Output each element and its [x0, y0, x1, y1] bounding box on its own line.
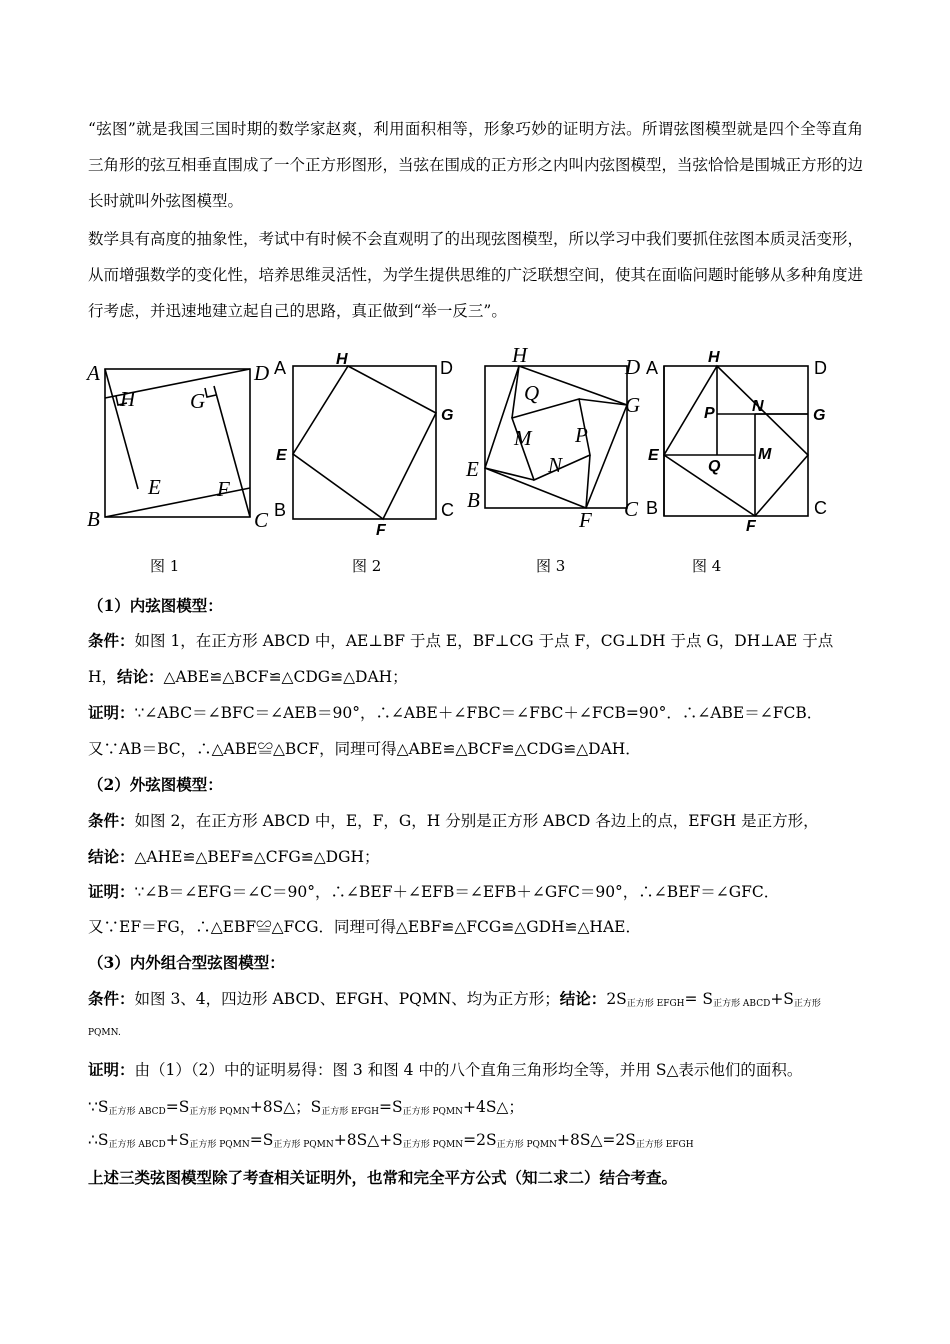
- fig4-label-e: E: [648, 447, 659, 464]
- proof3-h: 正方形 PQMN: [402, 1140, 464, 1150]
- fig1-label-c: C: [254, 508, 269, 532]
- section-2-conclusion: △AHE≌△BEF≌△CFG≌△DGH；: [134, 848, 380, 866]
- proof2-f: 正方形 EFGH: [321, 1107, 379, 1117]
- section-3-proof-line-1: [88, 1058, 802, 1080]
- proof3-d: 正方形 PQMN: [189, 1140, 250, 1150]
- fig3-label-n: N: [548, 453, 563, 477]
- proof2-i: +4S△；: [462, 1098, 524, 1116]
- figure-4: [642, 348, 842, 537]
- proof2-c: =S: [165, 1098, 190, 1116]
- section-1-proof-line-2: 又∵AB＝BC，∴△ABE≌△BCF，同理可得△ABE≌△BCF≌△CDG≌△DAH．: [88, 740, 641, 758]
- fig3-label-c: C: [624, 497, 639, 521]
- proof2-a: ∵S: [88, 1098, 109, 1116]
- section-3-proof-line-3: [88, 1131, 694, 1150]
- section-2-proof-label: 证明：: [88, 882, 135, 901]
- fig4-square-abcd: [664, 366, 808, 516]
- section-1-conclusion: △ABE≌△BCF≌△CDG≌△DAH；: [163, 668, 408, 686]
- figure-3-caption: 图 3: [536, 557, 566, 575]
- fig4-label-f: F: [746, 518, 756, 535]
- section-3-condition-label: 条件：: [88, 989, 135, 1008]
- proof2-h: 正方形 PQMN: [402, 1107, 463, 1117]
- fig4-label-n: N: [752, 398, 764, 415]
- section-3-condition-line: [88, 987, 821, 1009]
- figure-2-caption: 图 2: [352, 557, 382, 575]
- section-3-title: （3）内外组合型弦图模型：: [88, 953, 285, 972]
- fig2-label-f: F: [376, 522, 386, 539]
- fig4-label-g: G: [813, 407, 826, 424]
- fig3-square-abcd: [485, 366, 627, 508]
- proof3-a: ∴S: [88, 1131, 109, 1149]
- section-3-conclusion-c: = S: [684, 990, 714, 1008]
- section-3-conclusion-d: 正方形 ABCD: [713, 999, 771, 1009]
- fig2-label-a: A: [274, 358, 287, 378]
- fig3-label-m: M: [514, 426, 532, 450]
- fig1-label-e: E: [148, 475, 161, 499]
- fig3-label-g: G: [625, 393, 641, 417]
- section-2-proof-line-1: [88, 880, 779, 902]
- fig2-label-c: C: [441, 500, 454, 520]
- fig1-label-d: D: [254, 361, 270, 385]
- fig3-label-d: D: [625, 355, 641, 379]
- proof2-b: 正方形 ABCD: [108, 1107, 166, 1117]
- fig2-label-b: B: [274, 500, 287, 520]
- fig3-line-h: [512, 366, 519, 418]
- section-1-proof-label: 证明：: [88, 703, 135, 722]
- section-2-conclusion-label: 结论：: [88, 847, 135, 866]
- section-2-proof-line-2: 又∵EF＝FG，∴△EBF≌△FCG．同理可得△EBF≌△FCG≌△GDH≌△HAE．: [88, 918, 641, 936]
- proof3-j: 正方形 PQMN: [496, 1140, 557, 1150]
- section-3-proof-line-2: [88, 1095, 524, 1117]
- section-2-condition-line: [88, 809, 819, 831]
- section-2-conclusion-line: [88, 845, 379, 867]
- section-3-conclusion-e: +S: [770, 990, 794, 1008]
- section-1-condition-line-1: [88, 629, 833, 651]
- fig1-label-a: A: [87, 361, 100, 385]
- section-1-condition-label: 条件：: [88, 631, 135, 650]
- section-3-conclusion-label: 结论：: [559, 989, 607, 1008]
- section-2-title: （2）外弦图模型：: [88, 775, 223, 794]
- section-3-conclusion-g: PQMN.: [88, 1028, 121, 1038]
- section-1-proof-1: ∵∠ABC＝∠BFC＝∠AEB＝90°，∴∠ABE＋∠FBC＝∠FBC＋∠FCB=90°．∴∠ABE＝∠FCB．: [134, 704, 823, 722]
- section-2-proof-1: ∵∠B＝∠EFG＝∠C＝90°，∴∠BEF＋∠EFB＝∠EFB＋∠GFC＝90°，∴∠BEF＝∠GFC．: [134, 883, 780, 901]
- proof3-b: 正方形 ABCD: [108, 1140, 166, 1150]
- proof2-g: =S: [378, 1098, 403, 1116]
- figure-3: [462, 342, 662, 536]
- section-3-condition: 如图 3、4，四边形 ABCD、EFGH、PQMN、均为正方形；: [134, 990, 560, 1008]
- proof3-k: +8S△=2S: [556, 1131, 636, 1149]
- section-2-condition: 如图 2，在正方形 ABCD 中，E，F，G，H 分别是正方形 ABCD 各边上的点，EFGH 是正方形，: [134, 812, 819, 830]
- figure-1-caption: 图 1: [150, 557, 180, 575]
- section-3-conclusion-b: 正方形 EFGH: [626, 999, 685, 1009]
- proof3-i: =2S: [463, 1131, 497, 1149]
- fig2-label-e: E: [276, 447, 287, 464]
- fig4-label-m: M: [758, 446, 772, 463]
- fig4-square-efgh: [664, 366, 808, 516]
- section-1-condition-cont: H，: [88, 668, 118, 686]
- fig3-label-p: P: [575, 423, 588, 447]
- summary-text: 上述三类弦图模型除了考查相关证明外，也常和完全平方公式（知二求二）结合考查。: [88, 1168, 678, 1187]
- fig4-label-a: A: [646, 358, 659, 378]
- fig2-square-efgh: [293, 366, 436, 519]
- section-1-condition: 如图 1，在正方形 ABCD 中，AE⊥BF 于点 E，BF⊥CG 于点 F，CG⊥DH 于点 G，DH⊥AE 于点: [134, 632, 834, 650]
- figure-2: [270, 350, 470, 539]
- figure-1: [80, 358, 280, 542]
- section-2-condition-label: 条件：: [88, 811, 135, 830]
- section-3-proof-1: 由（1）（2）中的证明易得：图 3 和图 4 中的八个直角三角形均全等，并用 S△表示他们的面积。: [134, 1061, 803, 1079]
- fig3-square-efgh: [485, 366, 627, 508]
- fig3-label-h: H: [512, 343, 528, 367]
- fig1-label-h: H: [120, 387, 136, 411]
- fig2-square-abcd: [293, 366, 436, 519]
- figure-4-caption: 图 4: [692, 557, 722, 575]
- fig3-label-f: F: [579, 508, 592, 532]
- fig4-label-q: Q: [708, 458, 721, 475]
- intro-paragraph-1: “弦图”就是我国三国时期的数学家赵爽，利用面积相等，形象巧妙的证明方法。所谓弦图模型就是四个全等直角三角形的弦互相垂直围成了一个正方形图形，当弦在围成的正方形之内叫内弦图模型，当弦恰恰是围城正方形的边长时就叫外弦图模型。: [88, 120, 864, 210]
- proof3-g: +8S△+S: [333, 1131, 403, 1149]
- fig4-label-p: P: [704, 405, 715, 422]
- fig2-label-h: H: [336, 351, 348, 368]
- proof2-e: +8S△；S: [249, 1098, 322, 1116]
- fig3-label-b: B: [467, 488, 480, 512]
- fig1-label-b: B: [87, 507, 100, 531]
- fig4-label-d: D: [814, 358, 827, 378]
- proof3-c: +S: [165, 1131, 190, 1149]
- proof2-d: 正方形 PQMN: [189, 1107, 250, 1117]
- fig3-label-q: Q: [524, 381, 540, 405]
- section-3-proof-label: 证明：: [88, 1060, 135, 1079]
- fig4-label-b: B: [646, 498, 659, 518]
- section-1-condition-line-2: [88, 665, 408, 687]
- fig3-label-e: E: [466, 457, 479, 481]
- fig4-label-h: H: [708, 349, 720, 366]
- section-1-title: （1）内弦图模型：: [88, 596, 223, 615]
- fig1-label-f: F: [217, 477, 230, 501]
- section-3-conclusion-a: 2S: [606, 990, 627, 1008]
- fig4-label-c: C: [814, 498, 827, 518]
- section-1-conclusion-label: 结论：: [117, 667, 164, 686]
- proof3-l: 正方形 EFGH: [635, 1140, 694, 1150]
- intro-paragraph-2: 数学具有高度的抽象性，考试中有时候不会直观明了的出现弦图模型，所以学习中我们要抓住弦图本质灵活变形，从而增强数学的变化性，培养思维灵活性，为学生提供思维的广泛联想空间，使其在面临问题时能够从多种角度进行考虑，并迅速地建立起自己的思路，真正做到“举一反三”。: [88, 230, 864, 320]
- fig2-label-d: D: [440, 358, 453, 378]
- proof3-f: 正方形 PQMN: [273, 1140, 334, 1150]
- section-3-conclusion-f: 正方形: [793, 999, 821, 1009]
- section-1-proof-line-1: [88, 701, 822, 723]
- fig1-label-g: G: [190, 389, 206, 413]
- fig2-label-g: G: [441, 407, 454, 424]
- proof3-e: =S: [249, 1131, 274, 1149]
